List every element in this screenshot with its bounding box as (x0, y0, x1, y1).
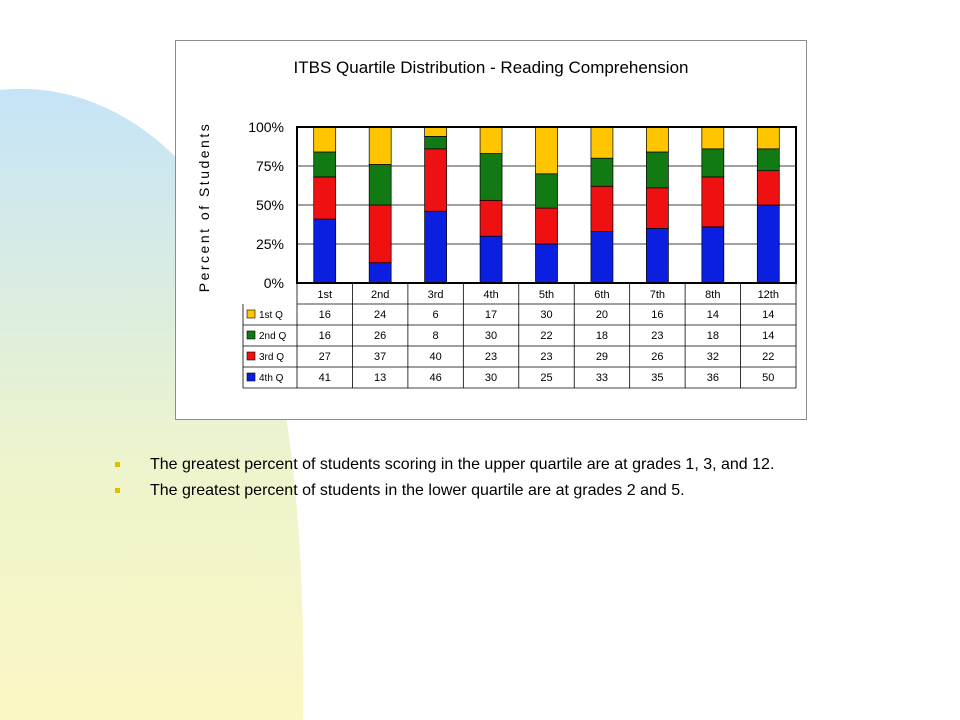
bar-segment-4th-q (757, 205, 779, 283)
x-tick-label: 8th (705, 289, 721, 301)
table-cell: 18 (706, 330, 719, 342)
table-cell: 14 (706, 309, 719, 321)
bar-segment-1st-q (591, 127, 613, 158)
table-cell: 37 (374, 351, 387, 363)
bar-segment-3rd-q (702, 177, 724, 227)
bar-segment-4th-q (591, 232, 613, 283)
table-cell: 14 (762, 330, 775, 342)
bar-segment-3rd-q (646, 188, 668, 229)
bar-segment-3rd-q (480, 200, 502, 236)
bar-segment-2nd-q (536, 174, 558, 208)
legend-label: 2nd Q (259, 331, 287, 342)
x-tick-label: 6th (594, 289, 610, 301)
table-cell: 26 (374, 330, 387, 342)
x-tick-label: 7th (649, 289, 666, 301)
bar-segment-4th-q (314, 219, 336, 283)
y-tick-label: 75% (255, 158, 284, 174)
table-cell: 13 (374, 372, 387, 384)
bar-segment-4th-q (536, 244, 558, 283)
x-tick-label: 12th (757, 289, 779, 301)
bar-segment-2nd-q (425, 136, 447, 148)
table-cell: 40 (429, 351, 442, 363)
table-cell: 23 (651, 330, 664, 342)
plot-area (248, 119, 796, 291)
legend-label: 3rd Q (259, 352, 285, 363)
legend-label: 1st Q (259, 310, 283, 321)
table-cell: 14 (762, 309, 775, 321)
bar-segment-3rd-q (591, 186, 613, 231)
table-cell: 23 (540, 351, 553, 363)
bar-segment-4th-q (425, 211, 447, 283)
table-cell: 30 (484, 372, 498, 384)
legend-swatch (247, 331, 255, 339)
y-axis-label: Percent of Students (196, 121, 212, 293)
table-cell: 33 (595, 372, 609, 384)
table-cell: 41 (318, 372, 331, 384)
bullet-square-icon (115, 488, 120, 493)
table-cell: 36 (706, 372, 719, 384)
table-cell: 35 (651, 372, 664, 384)
table-cell: 29 (595, 351, 609, 363)
bar-segment-3rd-q (757, 171, 779, 205)
table-cell: 30 (540, 309, 553, 321)
bar-segment-1st-q (369, 127, 391, 164)
table-cell: 22 (540, 330, 553, 342)
bar-segment-1st-q (536, 127, 558, 174)
legend-swatch (247, 352, 255, 360)
bar-segment-4th-q (702, 227, 724, 283)
bullet-list (115, 455, 835, 507)
table-cell: 17 (484, 309, 498, 321)
chart-frame (175, 40, 807, 420)
bullet-text: The greatest percent of students in the lower quartile are at grades 2 and 5. (150, 482, 685, 499)
x-tick-label: 3rd (427, 289, 444, 301)
legend-swatch (247, 373, 255, 381)
table-cell: 50 (762, 372, 775, 384)
bar-segment-2nd-q (314, 152, 336, 177)
table-cell: 6 (432, 309, 439, 321)
y-tick-label: 100% (248, 119, 284, 135)
table-cell: 26 (651, 351, 664, 363)
x-tick-label: 4th (483, 289, 499, 301)
data-table (243, 283, 796, 388)
legend-label: 4th Q (259, 373, 284, 384)
y-tick-label: 0% (263, 275, 284, 291)
table-cell: 16 (318, 309, 331, 321)
table-cell: 46 (429, 372, 442, 384)
table-cell: 24 (374, 309, 387, 321)
bullet-item (115, 455, 835, 475)
bar-segment-2nd-q (369, 164, 391, 205)
bar-segment-3rd-q (369, 205, 391, 263)
table-cell: 25 (540, 372, 553, 384)
bullet-item (115, 481, 835, 501)
table-cell: 16 (318, 330, 331, 342)
bar-segment-1st-q (702, 127, 724, 149)
chart-title: ITBS Quartile Distribution - Reading Comprehension (293, 58, 689, 77)
x-tick-label: 2nd (370, 289, 390, 301)
bar-segment-3rd-q (314, 177, 336, 219)
table-cell: 23 (484, 351, 498, 363)
table-cell: 8 (432, 330, 439, 342)
bar-segment-3rd-q (425, 149, 447, 211)
y-tick-label: 25% (255, 236, 284, 252)
bullet-text: The greatest percent of students scoring in the upper quartile are at grades 1, 3, and 12. (150, 456, 775, 473)
stacked-bar-chart (176, 41, 808, 421)
bar-segment-1st-q (646, 127, 668, 152)
table-cell: 27 (318, 351, 331, 363)
bar-segment-3rd-q (536, 208, 558, 244)
bar-segment-2nd-q (757, 149, 779, 171)
bar-segment-1st-q (480, 127, 502, 154)
table-cell: 16 (651, 309, 664, 321)
bullet-square-icon (115, 462, 120, 467)
table-cell: 30 (484, 330, 498, 342)
bar-segment-1st-q (314, 127, 336, 152)
x-tick-label: 5th (538, 289, 555, 301)
bar-segment-2nd-q (591, 158, 613, 186)
bar-segment-4th-q (369, 263, 391, 283)
bar-segment-2nd-q (646, 152, 668, 188)
bar-segment-2nd-q (480, 154, 502, 201)
bar-segment-4th-q (646, 228, 668, 283)
bar-segment-2nd-q (702, 149, 724, 177)
y-tick-label: 50% (255, 197, 284, 213)
bar-segment-4th-q (480, 236, 502, 283)
legend-swatch (247, 310, 255, 318)
table-cell: 18 (595, 330, 609, 342)
bar-segment-1st-q (425, 127, 447, 136)
table-cell: 20 (595, 309, 609, 321)
table-cell: 22 (762, 351, 775, 363)
bar-segment-1st-q (757, 127, 779, 149)
x-tick-label: 1st (317, 289, 333, 301)
table-cell: 32 (706, 351, 719, 363)
